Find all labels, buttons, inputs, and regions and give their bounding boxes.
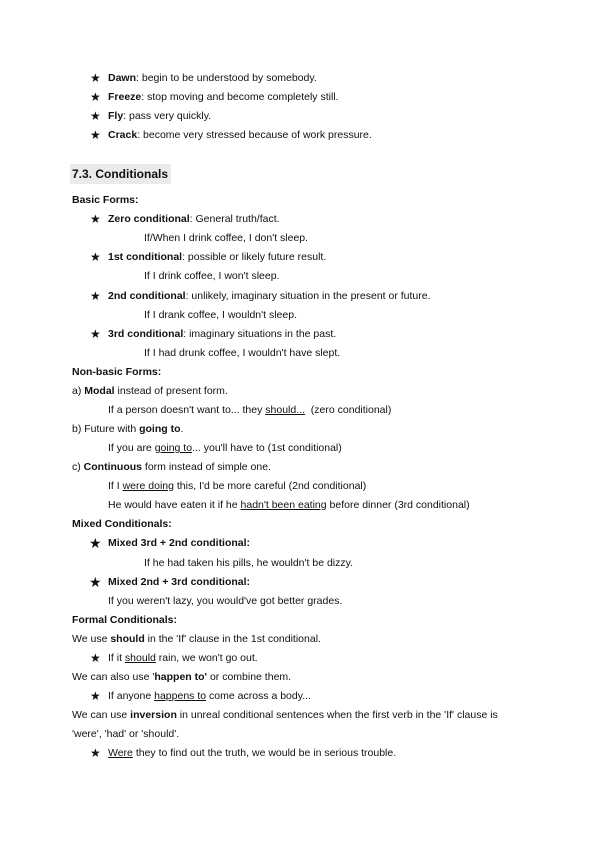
- list-item: Crack: become very stressed because of work pressure.: [108, 129, 372, 141]
- example-text: If I were doing this, I'd be more careful (2nd conditional): [108, 480, 367, 492]
- star-icon: ★: [90, 109, 101, 123]
- example-text: He would have eaten it if he hadn't been eating before dinner (3rd conditional): [108, 499, 470, 511]
- star-icon: ★: [90, 250, 101, 264]
- star-icon: ★: [90, 71, 101, 85]
- star-icon: ★: [90, 651, 101, 665]
- example-text: If/When I drink coffee, I don't sleep.: [144, 232, 309, 244]
- list-item: Mixed 2nd + 3rd conditional:: [108, 576, 251, 588]
- star-icon: ★: [90, 212, 101, 226]
- list-item: 2nd conditional: unlikely, imaginary situation in the present or future.: [108, 290, 431, 302]
- example-text: If anyone happens to come across a body...: [108, 690, 311, 702]
- star-icon: ★: [90, 90, 101, 104]
- list-item: Zero conditional: General truth/fact.: [108, 213, 280, 225]
- star-icon: ★: [90, 128, 101, 142]
- star-icon: ★: [90, 689, 101, 703]
- list-item: Dawn: begin to be understood by somebody.: [108, 72, 317, 84]
- star-icon: ★: [89, 574, 102, 590]
- list-item: 3rd conditional: imaginary situations in the past.: [108, 328, 337, 340]
- example-text: If he had taken his pills, he wouldn't be dizzy.: [144, 557, 354, 569]
- paragraph: We can use inversion in unreal conditional sentences when the first verb in the 'If' clause is: [72, 709, 498, 721]
- paragraph-cont: 'were', 'had' or 'should'.: [72, 728, 180, 740]
- section-title: 7.3. Conditionals: [70, 164, 171, 184]
- example-text: Were they to find out the truth, we would be in serious trouble.: [108, 747, 397, 759]
- paragraph: We use should in the 'If' clause in the 1st conditional.: [72, 633, 321, 645]
- star-icon: ★: [89, 535, 102, 551]
- example-text: If I had drunk coffee, I wouldn't have slept.: [144, 347, 341, 359]
- example-text: If you are going to... you'll have to (1st conditional): [108, 442, 342, 454]
- non-basic-c: c) Continuous form instead of simple one.: [72, 461, 271, 473]
- mixed-heading: Mixed Conditionals:: [72, 518, 172, 530]
- non-basic-a: a) Modal instead of present form.: [72, 385, 228, 397]
- star-icon: ★: [90, 746, 101, 760]
- list-item: Fly: pass very quickly.: [108, 110, 212, 122]
- example-text: If you weren't lazy, you would've got better grades.: [108, 595, 343, 607]
- example-text: If I drink coffee, I won't sleep.: [144, 270, 280, 282]
- basic-forms-heading: Basic Forms:: [72, 194, 139, 206]
- formal-heading: Formal Conditionals:: [72, 614, 177, 626]
- example-text: If I drank coffee, I wouldn't sleep.: [144, 309, 297, 321]
- star-icon: ★: [90, 289, 101, 303]
- list-item: 1st conditional: possible or likely future result.: [108, 251, 327, 263]
- list-item: Mixed 3rd + 2nd conditional:: [108, 537, 251, 549]
- example-text: If it should rain, we won't go out.: [108, 652, 258, 664]
- example-text: If a person doesn't want to... they should... (zero conditional): [108, 404, 392, 416]
- list-item: Freeze: stop moving and become completely still.: [108, 91, 339, 103]
- non-basic-b: b) Future with going to.: [72, 423, 184, 435]
- star-icon: ★: [90, 327, 101, 341]
- paragraph: We can also use 'happen to' or combine them.: [72, 671, 292, 683]
- non-basic-heading: Non-basic Forms:: [72, 366, 162, 378]
